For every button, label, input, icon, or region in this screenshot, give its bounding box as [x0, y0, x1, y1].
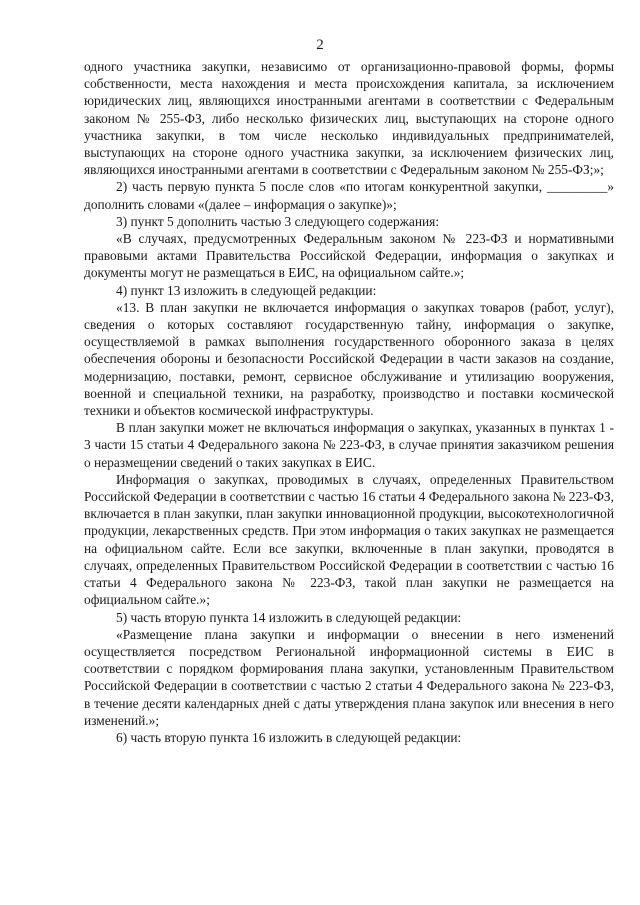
paragraph-continuation: одного участника закупки, независимо от организационно-правовой формы, формы собственности, места нахождения и места происхождения капитала, за исключением юридических лиц, являющихся иностранными агентами в соответствии с Федеральным законом № 255-ФЗ, либо несколько физических лиц, выступающих на стороне одного участника закупки, в том числе несколько индивидуальных предпринимателей, выступающих на стороне одного участника закупки, за исключением физических лиц, являющихся иностранными агентами в соответствии с Федеральным законом № 255-ФЗ;»;	[84, 59, 614, 178]
document-body	[84, 58, 614, 746]
page-number: 2	[316, 37, 324, 53]
paragraph-item-4: 4) пункт 13 изложить в следующей редакции:	[116, 282, 377, 298]
paragraph-quote-item-5: «Размещение плана закупки и информации о внесении в него изменений осуществляется посредством Региональной информационной системы в ЕИС в соответствии с порядком формирования плана закупки, установленным Правительством Российской Федерации в соответствии с частью 2 статьи 4 Федерального закона № 223-ФЗ, в течение десяти календарных дней с даты утверждения плана закупок или внесения в него изменений.»;	[84, 626, 614, 728]
paragraph-quote-item-3: «В случаях, предусмотренных Федеральным законом № 223-ФЗ и нормативными правовыми актами Правительства Российской Федерации, информация о закупках и документы могут не размещаться в ЕИС, на официальном сайте.»;	[84, 231, 614, 281]
paragraph-item-3: 3) пункт 5 дополнить частью 3 следующего содержания:	[116, 213, 440, 229]
paragraph-item-2: 2) часть первую пункта 5 после слов «по итогам конкурентной закупки, _________» дополнить словами «(далее – информация о закупке)»;	[84, 179, 614, 212]
paragraph-quote-item-4: «13. В план закупки не включается информация о закупках товаров (работ, услуг), сведения о которых составляют государственную тайну, информация о закупке, осуществляемой в рамках выполнения государственного оборонного заказа в целях обеспечения обороны и безопасности Российской Федерации в части заказов на создание, модернизацию, поставки, ремонт, сервисное обслуживание и утилизацию вооружения, военной и специальной техники, на разработку, производство и поставки космической техники и объектов космической инфраструктуры.	[84, 299, 614, 419]
paragraph-plan-information: Информация о закупках, проводимых в случаях, определенных Правительством Российской Федерации в соответствии с частью 16 статьи 4 Федерального закона № 223-ФЗ, включается в план закупки, план закупки инновационной продукции, высокотехнологичной продукции, лекарственных средств. При этом информация о таких закупках не размещается на официальном сайте. Если все закупки, включенные в план закупки, проводятся в случаях, определенных Правительством Российской Федерации в соответствии с частью 16 статьи 4 Федерального закона № 223-ФЗ, такой план закупки не размещается на официальном сайте.»;	[84, 471, 614, 608]
paragraph-item-5: 5) часть вторую пункта 14 изложить в следующей редакции:	[116, 609, 462, 625]
paragraph-plan-exclusion: В план закупки может не включаться информация о закупках, указанных в пунктах 1 - 3 части 15 статьи 4 Федерального закона № 223-ФЗ, в случае принятия заказчиком решения о неразмещении сведений о таких закупках в ЕИС.	[84, 420, 614, 470]
paragraph-item-6: 6) часть вторую пункта 16 изложить в следующей редакции:	[116, 729, 462, 745]
